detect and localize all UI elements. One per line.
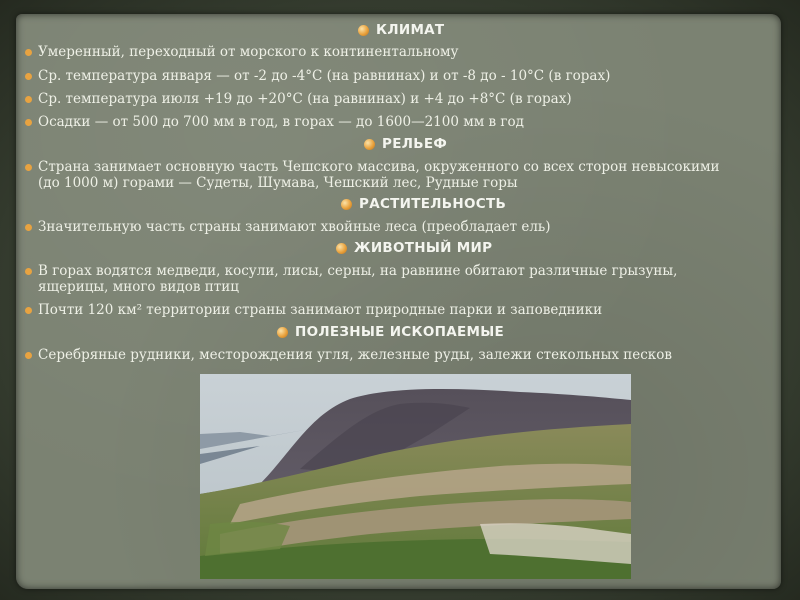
mountain-landscape-photo	[200, 374, 631, 579]
heading-fauna: ЖИВОТНЫЙ МИР	[354, 240, 493, 256]
fauna-item-2: Почти 120 км² территории страны занимают природные парки и заповедники	[38, 302, 778, 318]
heading-bullet-icon	[364, 139, 375, 150]
climate-item-3: Ср. температура июля +19 до +20°С (на равнинах) и +4 до +8°С (в горах)	[38, 91, 778, 107]
heading-minerals: ПОЛЕЗНЫЕ ИСКОПАЕМЫЕ	[295, 324, 505, 340]
heading-relief: РЕЛЬЕФ	[382, 136, 448, 152]
climate-item-2: Ср. температура января — от -2 до -4°С (на равнинах) и от -8 до - 10°С (в горах)	[38, 68, 778, 84]
minerals-item: Серебряные рудники, месторождения угля, железные руды, залежи стекольных песков	[38, 347, 778, 363]
fauna-item-1-line-2: ящерицы, много видов птиц	[38, 279, 239, 295]
vegetation-item: Значительную часть страны занимают хвойные леса (преобладает ель)	[38, 219, 778, 235]
climate-item-4: Осадки — от 500 до 700 мм в год, в горах — до 1600—2100 мм в год	[38, 114, 778, 130]
heading-bullet-icon	[336, 243, 347, 254]
climate-item-1: Умеренный, переходный от морского к континентальному	[38, 44, 778, 60]
heading-climate: КЛИМАТ	[376, 22, 445, 38]
fauna-item-1-line-1: В горах водятся медведи, косули, лисы, серны, на равнине обитают различные грызуны,	[38, 263, 778, 279]
relief-item-line-1: Страна занимает основную часть Чешского массива, окруженного со всех сторон невысокими	[38, 159, 778, 175]
heading-bullet-icon	[277, 327, 288, 338]
heading-vegetation: РАСТИТЕЛЬНОСТЬ	[359, 196, 507, 212]
heading-bullet-icon	[358, 25, 369, 36]
relief-item-line-2: (до 1000 м) горами — Судеты, Шумава, Чешский лес, Рудные горы	[38, 175, 518, 191]
heading-bullet-icon	[341, 199, 352, 210]
